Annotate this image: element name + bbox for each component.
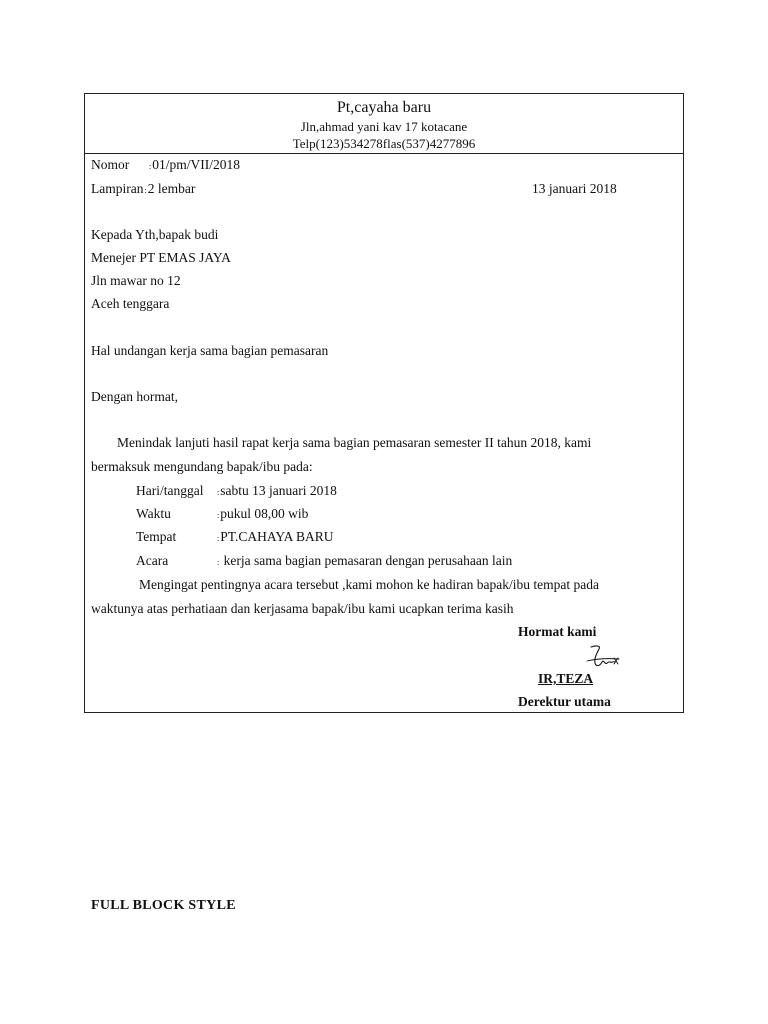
detail-acara-label: Acara [136,553,169,568]
detail-acara-separator: : [217,558,220,567]
letter-style-caption: FULL BLOCK STYLE [91,898,236,913]
company-address: Jln,ahmad yani kav 17 kotacane [300,119,468,134]
recipient-line-2: Menejer PT EMAS JAYA [91,250,231,265]
lampiran-label: Lampiran [91,181,144,196]
detail-tempat-value-wrap [216,528,334,548]
lampiran-separator: : [144,186,147,195]
detail-tempat-separator: : [217,534,220,543]
letter-box [84,93,684,713]
letterhead [85,94,683,154]
recipient-line-3: Jln mawar no 12 [91,273,181,288]
signatory-name: IR,TEZA [538,671,594,686]
company-phone: Telp(123)534278flas(537)4277896 [292,136,476,151]
detail-hari-value: sabtu 13 januari 2018 [220,483,337,498]
recipient-line-4: Aceh tenggara [91,296,170,311]
detail-hari-value-wrap [216,482,337,502]
recipient-line-1: Kepada Yth,bapak budi [91,227,219,242]
paragraph-1-line-1: Menindak lanjuti hasil rapat kerja sama bagian pemasaran semester II tahun 2018, kami [117,435,592,450]
signature-image [585,644,621,670]
paragraph-1-line-2: bermaksuk mengundang bapak/ibu pada: [91,459,313,474]
lampiran-value: 2 lembar [147,181,196,196]
detail-waktu-value-wrap [216,505,308,525]
paragraph-2-line-2: waktunya atas perhatiaan dan kerjasama bapak/ibu kami ucapkan terima kasih [91,601,514,616]
letter-date: 13 januari 2018 [532,181,617,196]
subject-line: Hal undangan kerja sama bagian pemasaran [91,343,329,358]
paragraph-2-line-1: Mengingat pentingnya acara tersebut ,kami mohon ke hadiran bapak/ibu tempat pada [139,577,599,592]
company-name: Pt,cayaha baru [336,99,432,116]
detail-hari-separator: : [217,488,220,497]
closing-salutation: Hormat kami [518,624,597,639]
detail-waktu-value: pukul 08,00 wib [220,506,309,521]
signatory-title: Derektur utama [518,694,611,709]
nomor-value: 01/pm/VII/2018 [152,157,240,172]
detail-hari-label: Hari/tanggal [136,483,204,498]
nomor-label: Nomor [91,157,130,172]
detail-tempat-value: PT.CAHAYA BARU [220,529,334,544]
detail-waktu-separator: : [217,511,220,520]
lampiran-line [91,180,195,200]
detail-tempat-label: Tempat [136,529,177,544]
detail-waktu-label: Waktu [136,506,171,521]
greeting: Dengan hormat, [91,389,178,404]
nomor-line [91,156,240,176]
detail-acara-value: kerja sama bagian pemasaran dengan perusahaan lain [223,553,513,568]
detail-acara-value-wrap [216,552,512,572]
nomor-separator: : [149,162,152,171]
